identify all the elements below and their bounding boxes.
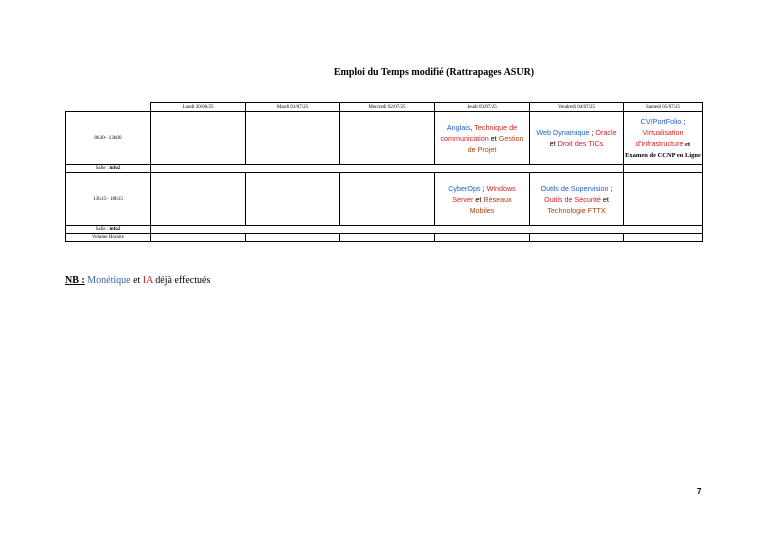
day-header-tuesday: Mardi 01/07/25 [246, 103, 340, 112]
day-header-saturday: Samedi 05/07/25 [624, 103, 703, 112]
salle-row-morning [66, 165, 703, 173]
course-name: Droit des TICs [557, 139, 604, 148]
volume-cell-monday [151, 234, 246, 242]
note-line [65, 275, 210, 286]
cell-tuesday-morning [246, 112, 340, 165]
note-item-monetique: Monétique [87, 275, 131, 286]
separator: et [473, 194, 484, 204]
morning-slot-row [66, 112, 703, 165]
salle-cell-morning [66, 165, 151, 173]
cell-tuesday-afternoon [246, 173, 340, 226]
cell-wednesday-afternoon [340, 173, 435, 226]
corner-cell [66, 103, 151, 112]
volume-cell-saturday [624, 234, 703, 242]
cell-monday-morning [151, 112, 246, 165]
cell-thursday-morning [435, 112, 530, 165]
time-cell-afternoon: 13h15– 18h15 [66, 173, 151, 226]
course-name: Anglais [446, 122, 471, 132]
course-name: Outils de Supervision [540, 183, 609, 193]
afternoon-slot-row [66, 173, 703, 226]
separator: ; [608, 183, 613, 193]
time-cell-morning: 8h30– 13h00 [66, 112, 151, 165]
cell-saturday-afternoon [624, 173, 703, 226]
course-name: Web Dynamique [536, 128, 590, 137]
cell-wednesday-morning [340, 112, 435, 165]
cell-thursday-afternoon [435, 173, 530, 226]
salle-empty-span [151, 165, 624, 173]
note-separator: et [130, 275, 143, 286]
day-header-wednesday: Mercredi 02/07/25 [340, 103, 435, 112]
course-name: Technologie FTTX [547, 205, 606, 215]
volume-row [66, 234, 703, 242]
course-name: Réseaux Mobiles [469, 194, 512, 215]
cell-friday-afternoon [530, 173, 624, 226]
salle-row-afternoon [66, 226, 703, 234]
cell-friday-morning [530, 112, 624, 165]
note-item-ia: IA [142, 275, 153, 286]
salle-cell-afternoon [66, 226, 151, 234]
volume-cell-friday [530, 234, 624, 242]
volume-cell-tuesday [246, 234, 340, 242]
course-name: Outils de Sécurité [544, 194, 601, 204]
page-number: 7 [697, 487, 702, 496]
course-name: Oracle [595, 128, 617, 137]
cell-monday-afternoon [151, 173, 246, 226]
separator: ; [681, 117, 686, 126]
day-header-thursday: Jeudi 03/07/25 [435, 103, 530, 112]
separator: , [470, 122, 475, 132]
day-header-monday: Lundi 30/06/25 [151, 103, 246, 112]
day-header-friday: Vendredi 04/07/25 [530, 103, 624, 112]
course-name: Technique de communication [440, 122, 518, 143]
salle-label: Salle : [95, 226, 110, 232]
salle-label: Salle : [95, 165, 110, 171]
salle-value: info2 [109, 165, 121, 171]
page-title: Emploi du Temps modifié (Rattrapages ASUR) [333, 67, 535, 78]
course-name: Virtualisation d’infrastructure [635, 128, 684, 148]
separator: et [683, 141, 691, 148]
salle-empty-saturday [624, 165, 703, 173]
volume-cell-wednesday [340, 234, 435, 242]
course-name: Windows Server [452, 183, 516, 204]
cell-saturday-morning [624, 112, 703, 165]
separator: et [600, 194, 609, 204]
course-name: CV/PortFolio [640, 117, 682, 126]
separator: et [549, 139, 558, 148]
volume-label-cell: Volume Horaire [66, 234, 151, 242]
course-name: Examen de CCNP en Ligne [625, 152, 701, 159]
separator: et [488, 133, 499, 143]
timetable [65, 102, 703, 242]
course-name: Gestion de Projet [467, 133, 524, 154]
salle-empty-span [151, 226, 703, 234]
salle-value: info2 [109, 226, 121, 232]
separator: ; [589, 128, 596, 137]
course-name: CyberOps [448, 183, 481, 193]
separator: ; [480, 183, 487, 193]
volume-cell-thursday [435, 234, 530, 242]
note-rest: déjà effectués [152, 275, 211, 286]
note-label: NB : [65, 275, 85, 286]
header-row [66, 103, 703, 112]
